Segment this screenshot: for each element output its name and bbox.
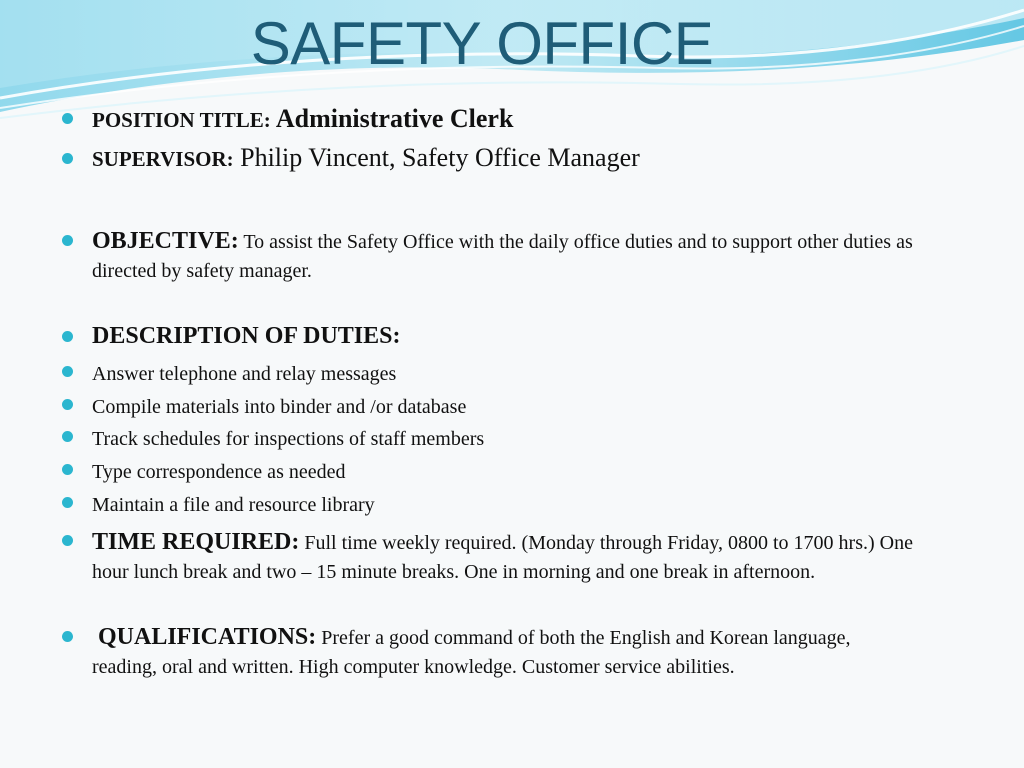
qualifications-label: QUALIFICATIONS: (92, 624, 317, 650)
slide-title: SAFETY OFFICE (250, 10, 714, 77)
position-title-value: Administrative Clerk (270, 104, 514, 133)
bullet-dot-icon (62, 113, 73, 124)
position-title-label: POSITION TITLE: (92, 108, 271, 132)
bullet-dot-icon (62, 497, 73, 508)
objective-label: OBJECTIVE: (92, 228, 239, 254)
bullet-dot-icon (62, 235, 73, 246)
duty-item-text: Compile materials into binder and /or database (92, 396, 467, 418)
bullet-dot-icon (62, 331, 73, 342)
duties-label: DESCRIPTION OF DUTIES: (92, 323, 401, 349)
bullet-dot-icon (62, 631, 73, 642)
duty-item-text: Maintain a file and resource library (92, 494, 375, 516)
duty-item-text: Track schedules for inspections of staff members (92, 428, 485, 450)
bullet-dot-icon (62, 399, 73, 410)
qualifications-text: Prefer a good command of both the English and Korean language, reading, oral and written. High computer knowledge. Customer service abilities. (92, 627, 851, 678)
supervisor-value: Philip Vincent, Safety Office Manager (233, 143, 640, 172)
objective-text: To assist the Safety Office with the daily office duties and to support other duties as directed by safety manager. (92, 231, 913, 282)
bullet-dot-icon (62, 464, 73, 475)
bullet-dot-icon (62, 153, 73, 164)
time-required-label: TIME REQUIRED: (92, 529, 300, 555)
bullet-dot-icon (62, 431, 73, 442)
bullet-dot-icon (62, 366, 73, 377)
time-required-text: Full time weekly required. (Monday through Friday, 0800 to 1700 hrs.) One hour lunch break and two – 15 minute breaks. One in morning and one break in afternoon. (92, 532, 913, 583)
duty-item-text: Answer telephone and relay messages (92, 363, 397, 385)
bullet-dot-icon (62, 535, 73, 546)
duty-item-text: Type correspondence as needed (92, 461, 346, 483)
supervisor-label: SUPERVISOR: (92, 147, 234, 171)
